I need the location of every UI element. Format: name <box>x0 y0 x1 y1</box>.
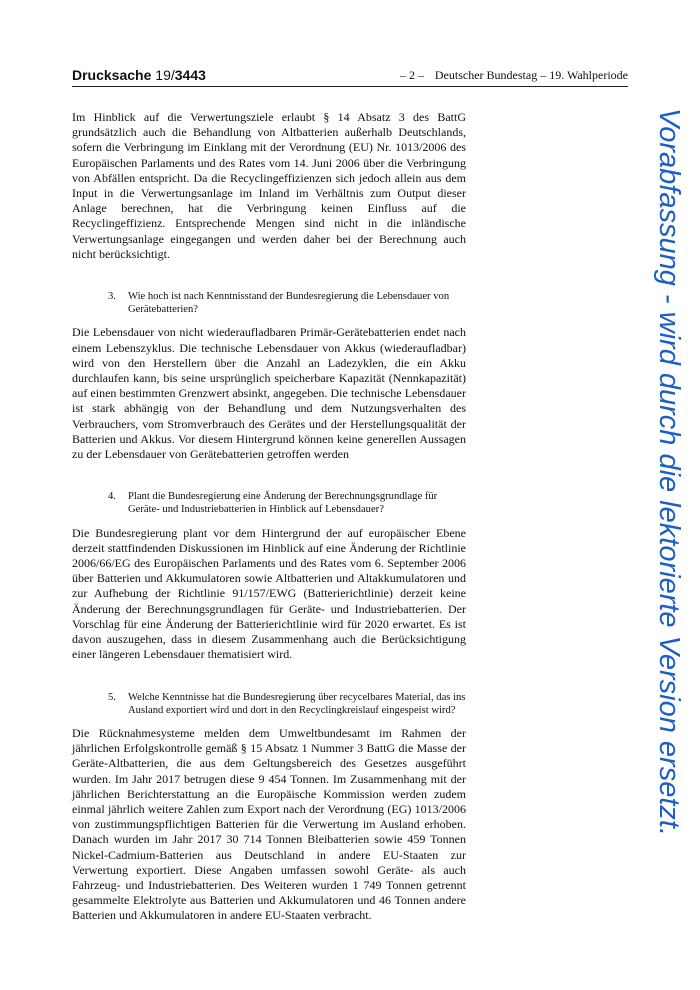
question-text: Wie hoch ist nach Kenntnisstand der Bundesregierung die Lebensdauer von Gerätebatterien? <box>128 291 450 316</box>
question-text: Welche Kenntnisse hat die Bundesregierung über recycelbares Material, das ins Ausland exportiert wird und dort in den Recyclingkreislauf eingespeist wird? <box>128 691 466 716</box>
question-5 <box>108 691 466 717</box>
question-4 <box>108 490 466 516</box>
page-number: – 2 – <box>400 68 424 82</box>
question-number: 5. <box>108 691 116 703</box>
watermark-text: Vorabfassung - wird durch die lektorierte Version ersetzt. <box>653 108 685 837</box>
header-divider <box>72 86 628 87</box>
question-number: 4. <box>108 491 116 503</box>
answer-5: Die Rücknahmesysteme melden dem Umweltbundesamt im Rahmen der jährlichen Erfolgskontrolle gemäß § 15 Absatz 1 Nummer 3 BattG die Masse der Geräte-Altbatterien, die aus dem Geltungsbereich des Gesetzes ausgeführt wurden. Im Jahr 2017 betrugen diese 9 454 Tonnen. Im Zusammenhang mit der jährlichen Berichterstattung an die Europäische Kommission werden zudem einmal jährlich weitere Zahlen zum Export nach der Verordnung (EG) 1013/2006 von zustimmungspflichtigen Batterien für die Verwertung im Ausland erhoben. Danach wurden im Jahr 2017 30 714 Tonnen Bleibatterien sowie 459 Tonnen Nickel-Cadmium-Batterien aus Deutschland in andere EU-Staaten zur Verwertung exportiert. Diese Angaben umfassen sowohl Geräte- als auch Fahrzeug- und Industriebatterien. Des Weiteren wurden 1 749 Tonnen getrennt gesammelte Elektrolyte aus Batterien und Akkumulatoren und 46 Tonnen andere Batterien und Akkumulatoren in andere EU-Staaten verbracht. <box>72 725 466 923</box>
question-3 <box>108 290 466 316</box>
publisher-label: Deutscher Bundestag – 19. Wahlperiode <box>434 68 628 82</box>
page-header <box>72 66 628 86</box>
intro-paragraph: Im Hinblick auf die Verwertungsziele erlaubt § 14 Absatz 3 des BattG grundsätzlich auch die Behandlung von Altbatterien außerhalb Deutschlands, sofern die Verbringung im Einklang mit der Verordnung (EU) Nr. 1013/2006 des Europäischen Parlaments und des Rates vom 14. Juni 2006 über die Verbringung von Abfällen entspricht. Da die Recyclingeffizienzen sich jedoch allein aus dem Input in die Verwertungsanlage im Inland im Verhältnis zum Output dieser Anlage berechnen, hat die Verbringung keinen Einfluss auf die Recyclingeffizienz. Entsprechende Mengen sind nicht in die inländische Verwertungsanlage eingegangen und werden daher bei der Berechnung auch nicht berücksichtigt. <box>72 110 466 261</box>
document-number-value: 3443 <box>174 67 206 83</box>
answer-3: Die Lebensdauer von nicht wiederaufladbaren Primär-Gerätebatterien endet nach einem Lebenszyklus. Die technische Lebensdauer von Akkus (wiederaufladbar) wird von den Herstellern über die Anzahl an Ladezyklen, die ein Akku durchlaufen kann, bis seine ursprünglich speicherbare Kapazität (Nennkapazität) auf einen bestimmten Grenzwert absinkt, angegeben. Die technische Lebensdauer ist stark abhängig von der Behandlung und dem Nutzungsverhalten des Verbrauchers, vom Stromverbrauch des Gerätes und der Herstellungsqualität der Batterien und Akkus. Vor diesem Hintergrund können keine generellen Aussagen zu der Lebensdauer von Gerätebatterien getroffen werden <box>72 325 466 462</box>
answer-4: Die Bundesregierung plant vor dem Hintergrund der auf europäischer Ebene derzeit stattfindenden Diskussionen im Hinblick auf eine Änderung der Richtlinie 2006/66/EG des Europäischen Parlaments und des Rates vom 6. September 2006 über Batterien und Akkumulatoren sowie Altbatterien und Altakkumulatoren und zur Aufhebung der Richtlinie 91/157/EWG (Batterierichtlinie) derzeit keine Änderung der Berechnungsgrundlagen für Geräte- und Industriebatterien. Der Vorschlag für eine Änderung der Batterierichtlinie wird für 2020 erwartet. Es ist davon auszugehen, dass in diesem Zusammenhang auch die Berücksichtigung einer längeren Lebensdauer thematisiert wird. <box>72 525 466 662</box>
document-label: Drucksache <box>72 67 152 83</box>
document-number-prefix: 19/ <box>155 67 175 83</box>
document-body <box>72 110 466 924</box>
question-number: 3. <box>108 291 116 303</box>
question-text: Plant die Bundesregierung eine Änderung der Berechnungsgrundlage für Geräte- und Industriebatterien in Hinblick auf Lebensdauer? <box>128 491 438 516</box>
document-number <box>72 66 206 84</box>
